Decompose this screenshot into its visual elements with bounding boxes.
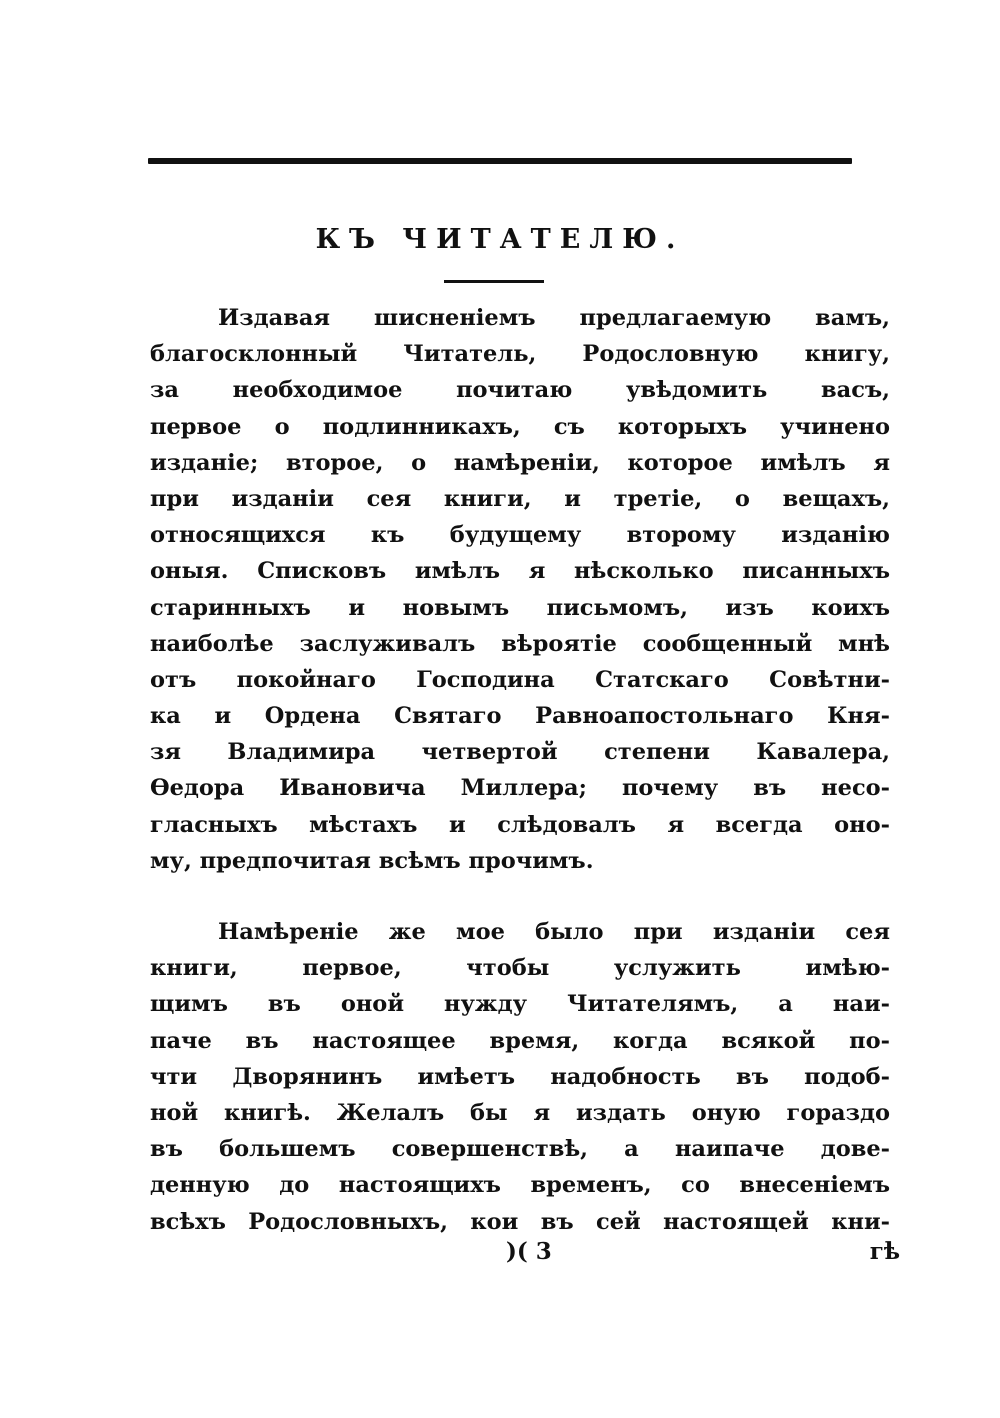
text-line: Намѣреніе же мое было при изданіи сея xyxy=(218,919,890,945)
text-line: гласныхъ мѣстахъ и слѣдовалъ я всегда оно- xyxy=(150,811,890,838)
text-line: му, предпочитая всѣмъ прочимъ. xyxy=(150,847,594,874)
text-line: зя Владимира четвертой степени Кавалера, xyxy=(150,739,890,766)
text-line: отъ покойнаго Господина Статскаго Совѣтни- xyxy=(150,666,890,693)
text-line: книги, первое, чтобы услужить имѣю- xyxy=(150,955,890,982)
text-line: денную до настоящихъ временъ, со внесеніемъ xyxy=(150,1172,890,1199)
signature-mark: )( 3 xyxy=(506,1238,552,1265)
catchword: гѣ xyxy=(869,1238,900,1265)
text-line: щимъ въ оной нужду Читателямъ, а наи- xyxy=(150,991,890,1018)
heading-rule xyxy=(444,280,544,283)
text-line: благосклонный Читатель, Родословную книгу, xyxy=(150,341,890,368)
top-rule xyxy=(148,158,852,164)
page-footer xyxy=(150,1238,900,1278)
text-line: за необходимое почитаю увѣдомить васъ, xyxy=(150,377,890,404)
text-line: изданіе; второе, о намѣреніи, которое имѣлъ я xyxy=(150,449,890,476)
paragraph-1 xyxy=(150,300,890,879)
text-line: Издавая шисненіемъ предлагаемую вамъ, xyxy=(218,305,890,331)
text-line: ной книгѣ. Желалъ бы я издать оную гораздо xyxy=(150,1099,890,1126)
paragraph-2 xyxy=(150,914,890,1240)
text-line: наиболѣе заслуживалъ вѣроятіе сообщенный мнѣ xyxy=(150,630,890,657)
page-heading: КЪ ЧИТАТЕЛЮ. xyxy=(315,224,685,255)
text-line: Ѳедора Ивановича Миллера; почему въ несо- xyxy=(150,775,890,802)
text-line: первое о подлинникахъ, съ которыхъ учинено xyxy=(150,413,890,440)
text-line: чти Дворянинъ имѣетъ надобность въ подоб- xyxy=(150,1063,890,1090)
text-line: ка и Ордена Святаго Равноапостольнаго Кня- xyxy=(150,703,890,730)
text-line: всѣхъ Родословныхъ, кои въ сей настоящей кни- xyxy=(150,1208,890,1235)
text-line: при изданіи сея книги, и третіе, о вещахъ, xyxy=(150,485,890,512)
text-line: относящихся къ будущему второму изданію xyxy=(150,522,890,549)
text-line: паче въ настоящее время, когда всякой по- xyxy=(150,1027,890,1054)
text-line: въ большемъ совершенствѣ, а наипаче дове- xyxy=(150,1136,890,1163)
text-line: старинныхъ и новымъ письмомъ, изъ коихъ xyxy=(150,594,890,621)
text-line: оныя. Списковъ имѣлъ я нѣсколько писанныхъ xyxy=(150,558,890,585)
